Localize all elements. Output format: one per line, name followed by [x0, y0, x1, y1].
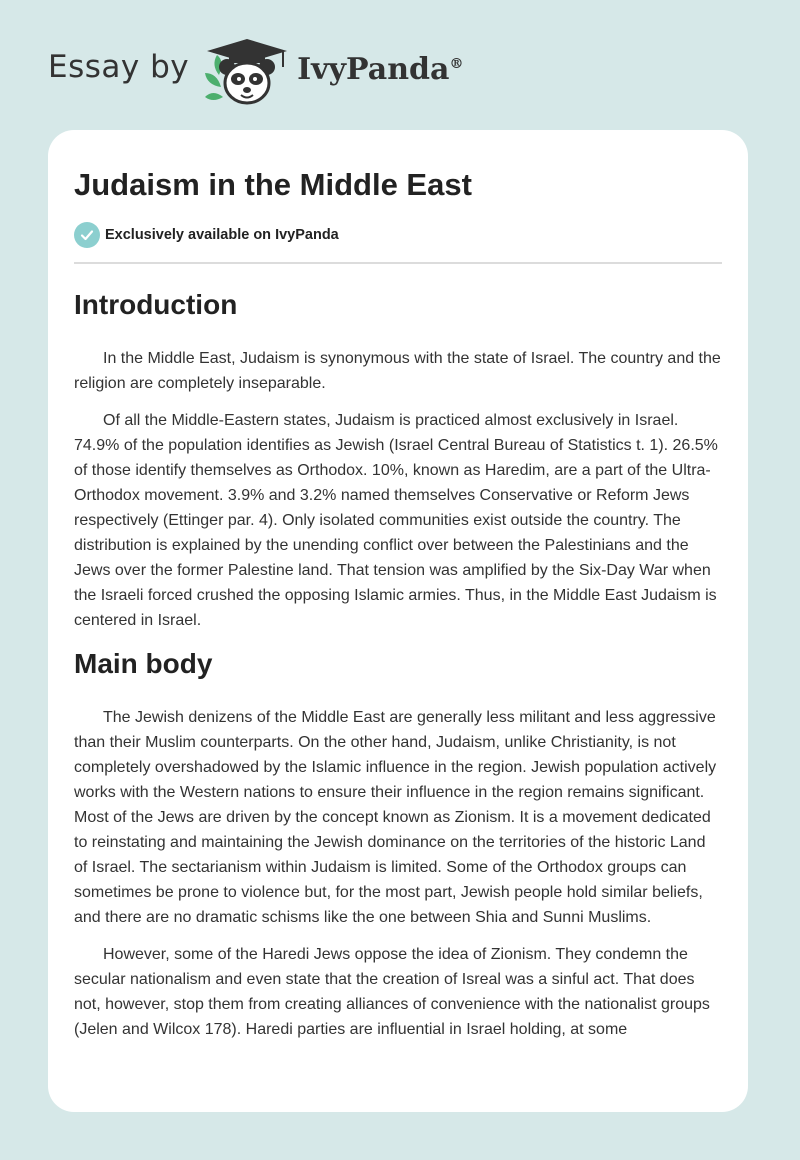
- paragraph: The Jewish denizens of the Middle East are generally less militant and less aggressive than their Muslim counterparts. On the other hand, Judaism, unlike Christianity, is not completely overshadowed by the Islamic influence in the region. Jewish population actively works with the Western nations to ensure their influence in the region remains significant. Most of the Jews are driven by the concept known as Zionism. It is a movement dedicated to reinstating and maintaining the Jewish dominance on the territories of the historic Land of Israel. The sectarianism within Judaism is limited. Some of the Orthodox groups can sometimes be prone to violence but, for the most part, Jewish people hold similar beliefs, and there are no dramatic schisms like the one between Shia and Sunni Muslims.: [74, 709, 717, 926]
- paragraph: Of all the Middle-Eastern states, Judaism is practiced almost exclusively in Israel. 74.9% of the population identifies as Jewish (Israel Central Bureau of Statistics t. 1). 26.5% of those identify themselves as Orthodox. 10%, known as Haredim, are a part of the Ultra-Orthodox movement. 3.9% and 3.2% named themselves Conservative or Reform Jews respectively (Ettinger par. 4). Only isolated communities exist outside the country. The distribution is explained by the unending conflict over between the Palestinians and the Jews over the former Palestine land. That tension was amplified by the Six-Day War when the Israeli forced crushed the opposing Islamic armies. Thus, in the Middle East Judaism is centered in Israel.: [74, 412, 718, 629]
- brand-prefix: Essay by: [48, 49, 190, 85]
- paragraph: However, some of the Haredi Jews oppose the idea of Zionism. They condemn the secular nationalism and even state that the creation of Isreal was a sinful act. That does not, however, stop them from creating alliances of convenience with the nationalist groups (Jelen and Wilcox 178). Haredi parties are influential in Israel holding, at some: [74, 946, 710, 1038]
- exclusive-label: Exclusively available on IvyPanda: [105, 227, 339, 243]
- checkmark-icon: [74, 222, 100, 248]
- brand-header[interactable]: [48, 36, 463, 106]
- section-heading-main-body: Main body: [74, 648, 213, 679]
- divider: [74, 262, 722, 264]
- article-card: [48, 130, 748, 1112]
- page-title: Judaism in the Middle East: [74, 167, 472, 202]
- exclusive-badge: [74, 222, 722, 248]
- paragraph: In the Middle East, Judaism is synonymous with the state of Israel. The country and the religion are completely inseparable.: [74, 350, 721, 392]
- panda-logo-icon: [201, 35, 293, 107]
- section-heading-introduction: Introduction: [74, 289, 238, 320]
- brand-name: IvyPanda®: [297, 51, 464, 87]
